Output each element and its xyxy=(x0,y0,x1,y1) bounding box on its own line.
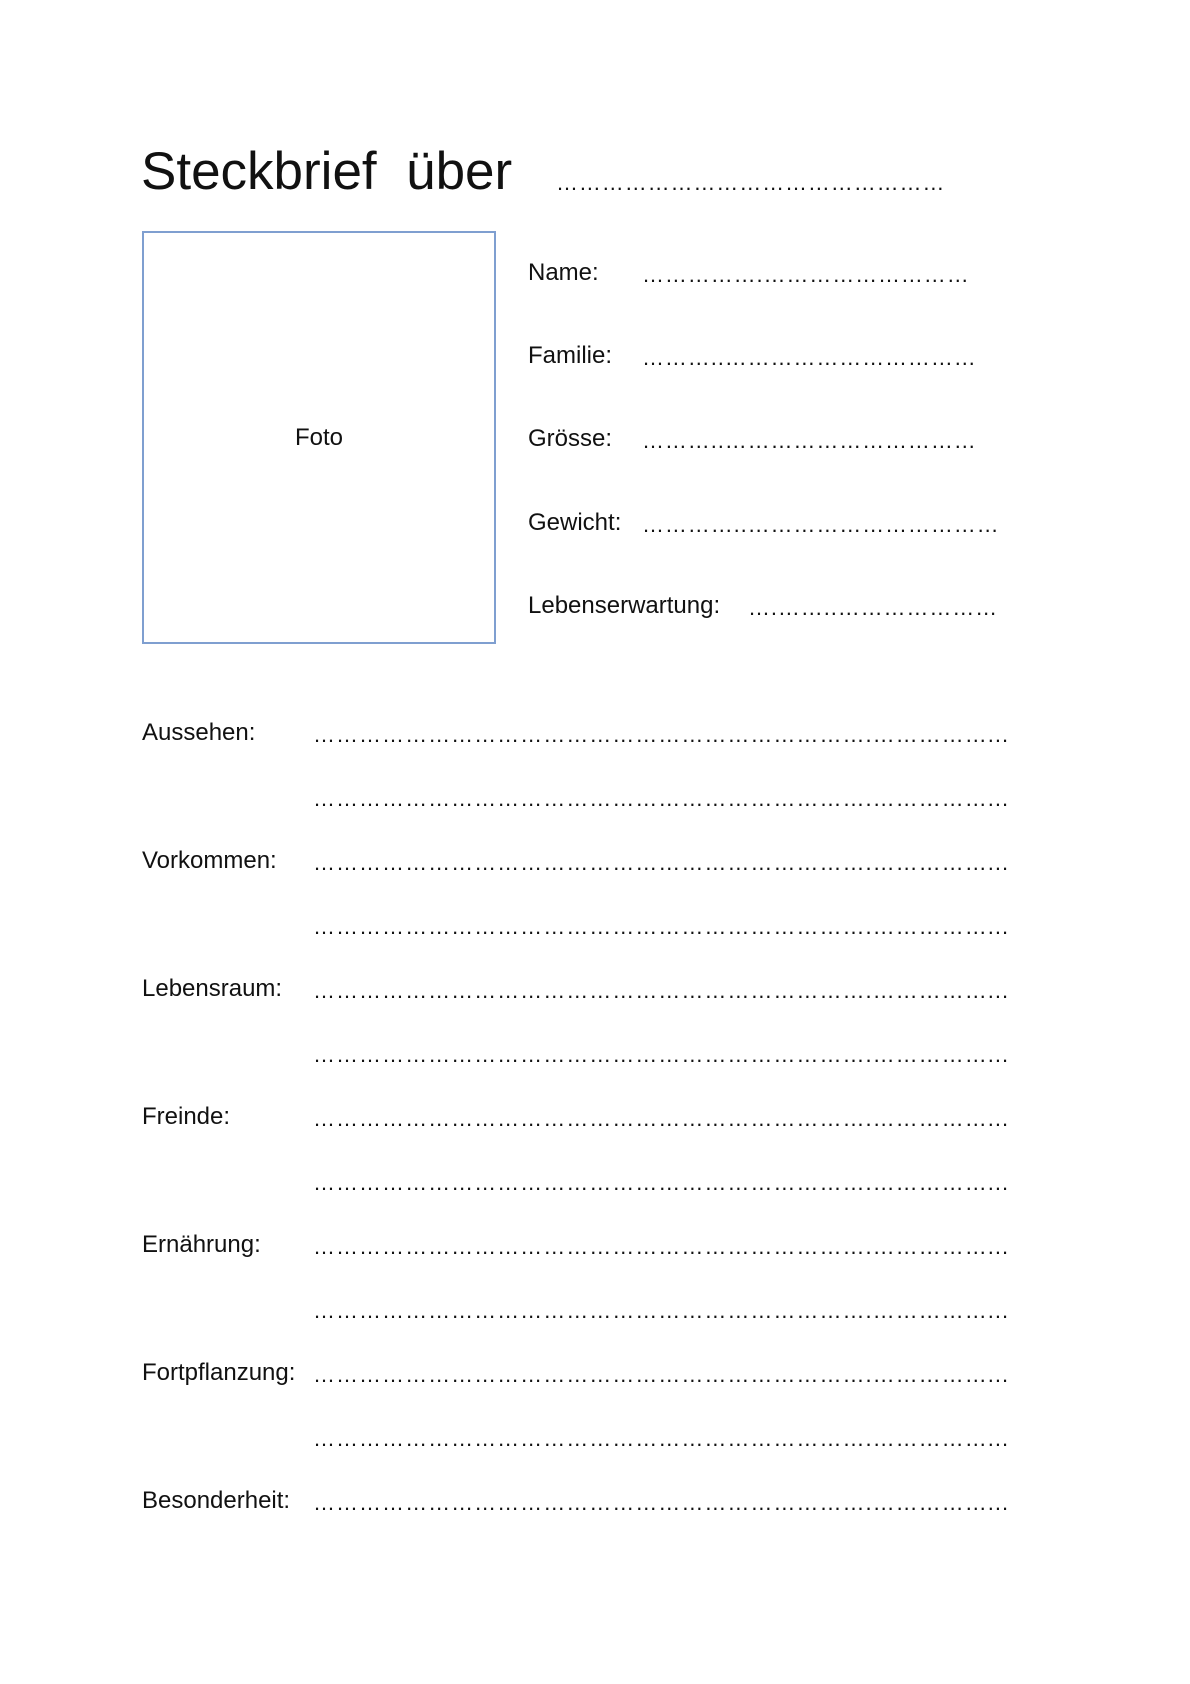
lebensraum-label: Lebensraum: xyxy=(142,975,283,1002)
vorkommen-blank-line-1[interactable]: ……………………………………………………………….……………... xyxy=(313,850,1010,875)
lebensraum-blank-line-1[interactable]: ……………………………………………………………….……………... xyxy=(313,978,1010,1003)
groesse-blank-line[interactable]: ………..…………………………… xyxy=(642,428,977,453)
familie-label: Familie: xyxy=(528,342,613,369)
ernaehrung-label: Ernährung: xyxy=(142,1231,261,1258)
vorkommen-blank-line-2[interactable]: ……………………………………………………………….……………... xyxy=(313,914,1010,939)
ernaehrung-blank-line-1[interactable]: ……………………………………………………………….……………... xyxy=(313,1234,1010,1259)
title-blank-line[interactable]: …………………………………………… xyxy=(556,170,946,195)
familie-blank-line[interactable]: ………..…………………………… xyxy=(642,345,977,370)
info-row-groesse xyxy=(528,424,1048,454)
fortpflanzung-blank-line-2[interactable]: ……………………………………………………………….……………... xyxy=(313,1426,1010,1451)
photo-box[interactable] xyxy=(142,231,496,644)
vorkommen-label: Vorkommen: xyxy=(142,847,277,874)
info-row-gewicht xyxy=(528,508,1048,538)
photo-label: Foto xyxy=(294,423,344,451)
lebenserwartung-blank-line[interactable]: ….……..………………… xyxy=(748,595,999,620)
info-row-name xyxy=(528,258,1048,288)
aussehen-blank-line-1[interactable]: ……………………………………………………………….……………... xyxy=(313,722,1010,747)
info-row-lebenserwartung xyxy=(528,591,1048,621)
fortpflanzung-blank-line-1[interactable]: ……………………………………………………………….……………... xyxy=(313,1362,1010,1387)
aussehen-label: Aussehen: xyxy=(142,719,256,746)
groesse-label: Grösse: xyxy=(528,425,613,452)
besonderheit-blank-line-1[interactable]: ……………………………………………………………….……………... xyxy=(313,1490,1010,1515)
page-title: Steckbrief über xyxy=(141,142,513,201)
name-blank-line[interactable]: …………….……………………… xyxy=(642,262,970,287)
gewicht-blank-line[interactable]: …………..…………………………… xyxy=(642,512,1000,537)
lebenserwartung-label: Lebenserwartung: xyxy=(528,592,721,619)
lebensraum-blank-line-2[interactable]: ……………………………………………………………….……………... xyxy=(313,1042,1010,1067)
ernaehrung-blank-line-2[interactable]: ……………………………………………………………….……………... xyxy=(313,1298,1010,1323)
freinde-label: Freinde: xyxy=(142,1103,231,1130)
gewicht-label: Gewicht: xyxy=(528,509,622,536)
freinde-blank-line-1[interactable]: ……………………………………………………………….……………... xyxy=(313,1106,1010,1131)
info-row-familie xyxy=(528,341,1048,371)
freinde-blank-line-2[interactable]: ……………………………………………………………….……………... xyxy=(313,1170,1010,1195)
name-label: Name: xyxy=(528,259,599,286)
fortpflanzung-label: Fortpflanzung: xyxy=(142,1359,296,1386)
besonderheit-label: Besonderheit: xyxy=(142,1487,291,1514)
aussehen-blank-line-2[interactable]: ……………………………………………………………….……………... xyxy=(313,786,1010,811)
